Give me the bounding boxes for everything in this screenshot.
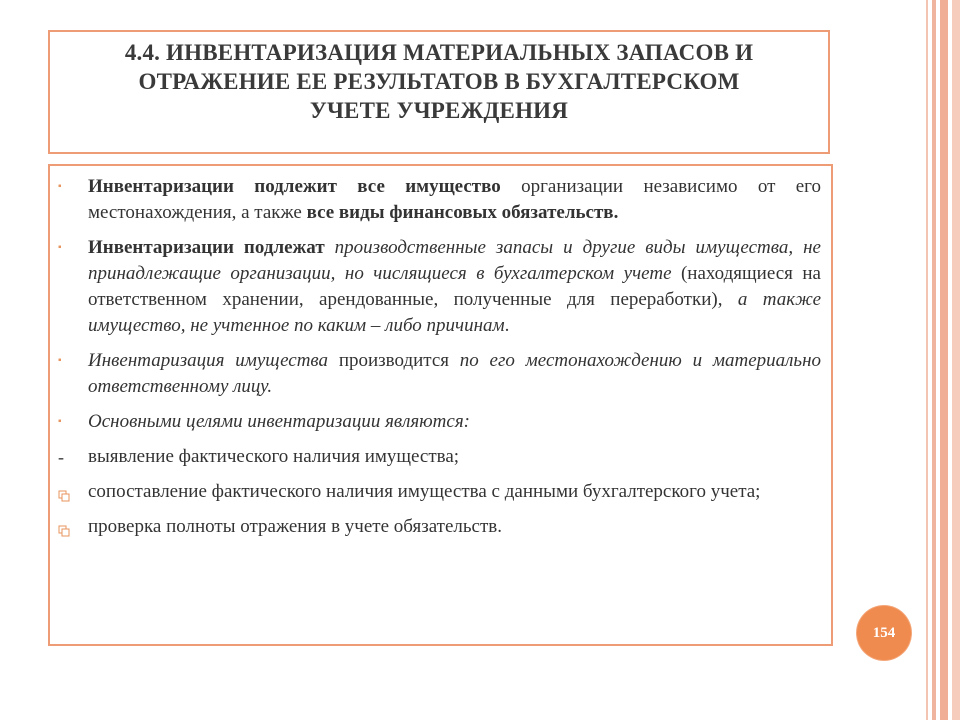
list-item-text: [88, 348, 821, 400]
decorative-stripes: [918, 0, 960, 720]
dash-icon: -: [58, 447, 64, 467]
text-segment: Инвентаризации подлежат: [88, 237, 325, 258]
stripe: [932, 0, 936, 720]
bullet-icon: ▪: [58, 355, 62, 366]
title-box: [48, 30, 830, 154]
list-item: [58, 235, 821, 339]
bullet-icon: ▪: [58, 181, 62, 192]
text-segment: проверка полноты отражения в учете обязательств.: [88, 516, 502, 537]
page-number: 154: [872, 624, 896, 641]
text-segment: а также имущество, не учтенное по каким – либо причинам: [88, 289, 821, 336]
text-segment: Инвентаризация имущества: [88, 350, 329, 371]
stripe: [952, 0, 960, 720]
list-item-text: [88, 409, 821, 435]
list-item: [58, 348, 821, 400]
stripe: [940, 0, 948, 720]
list-item: [58, 514, 821, 540]
title-line: УЧЕТЕ УЧРЕЖДЕНИЯ: [309, 98, 569, 123]
page-number-badge: [857, 606, 911, 660]
text-segment: (находящиеся на ответственном хранении, арендованные, полученные для переработки),: [88, 263, 821, 310]
text-segment: сопоставление фактического наличия имущества с данными бухгалтерского учета;: [88, 481, 761, 502]
text-segment: Инвентаризации подлежит все имущество: [88, 176, 501, 197]
list-item-text: [88, 235, 821, 339]
stripe: [926, 0, 928, 720]
bullet-icon: ▪: [58, 416, 62, 427]
list-item: [58, 409, 821, 435]
title-line: ОТРАЖЕНИЕ ЕЕ РЕЗУЛЬТАТОВ В БУХГАЛТЕРСКОМ: [138, 69, 740, 94]
bullet-icon: ▪: [58, 242, 62, 253]
content-box: [48, 164, 833, 646]
text-segment: организации независимо от его местонахождения, а также: [88, 176, 821, 223]
list-item: [58, 444, 821, 470]
text-segment: производственные запасы и другие виды имущества, не принадлежащие организации, но числящиеся в бухгалтерском учете: [88, 237, 821, 284]
list-item-text: [88, 514, 821, 540]
list-item: [58, 174, 821, 226]
title-line: 4.4. ИНВЕНТАРИЗАЦИЯ МАТЕРИАЛЬНЫХ ЗАПАСОВ И: [124, 40, 754, 65]
list-item-text: [88, 174, 821, 226]
text-segment: выявление фактического наличия имущества;: [88, 446, 460, 467]
box-bullet-icon: [58, 514, 88, 540]
text-segment: производится: [328, 350, 460, 371]
bullet-list: [58, 174, 821, 540]
list-item: [58, 479, 821, 505]
text-segment: все виды финансовых обязательств.: [306, 202, 619, 223]
box-bullet-icon: [58, 479, 88, 505]
list-item-text: [88, 479, 821, 505]
text-segment: по его местонахождению и материально ответственному лицу.: [88, 350, 821, 397]
text-segment: .: [504, 315, 510, 336]
text-segment: Основными целями инвентаризации являются:: [88, 411, 470, 432]
list-item-text: [88, 444, 821, 470]
slide-title: [125, 38, 753, 125]
